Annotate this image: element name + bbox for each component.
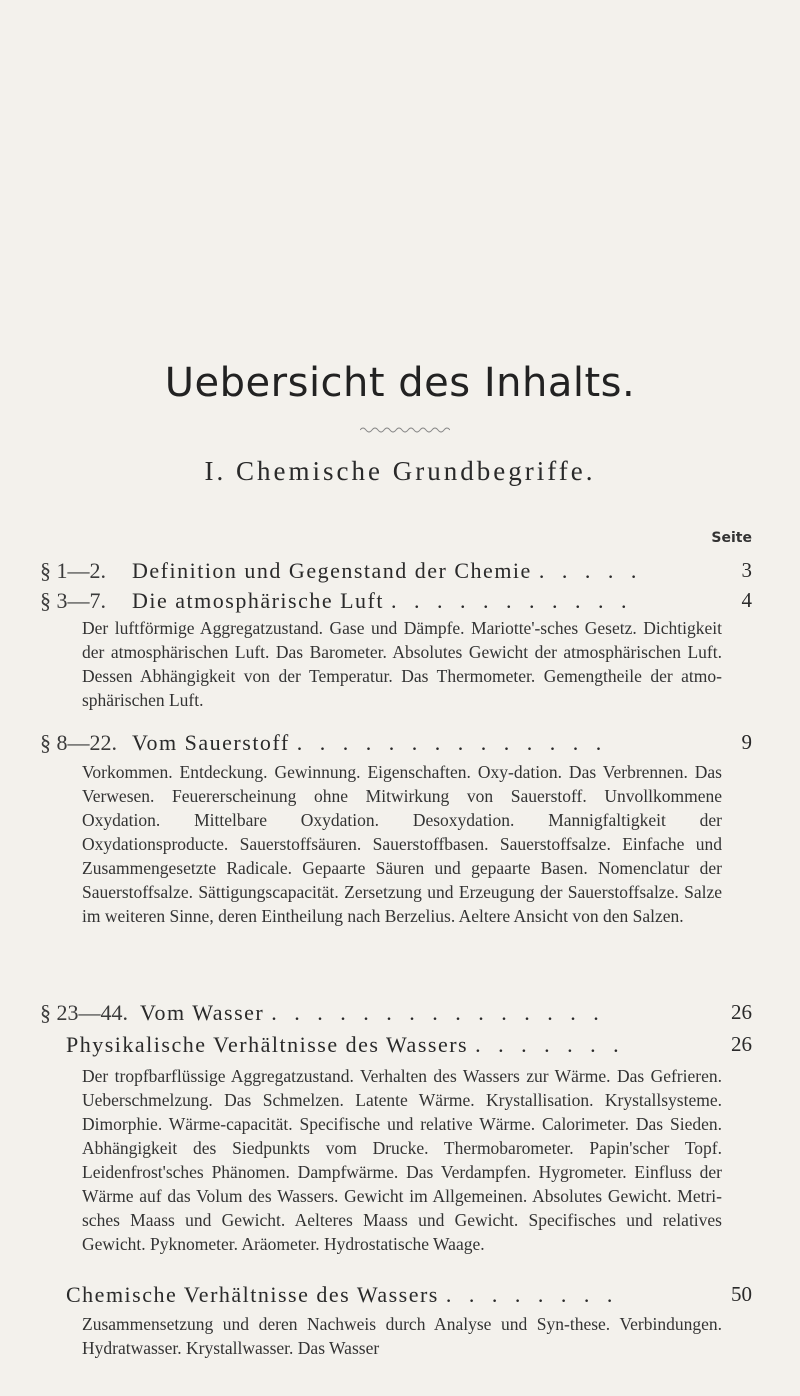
entry-heading: Chemische Verhältnisse des Wassers . . . . . . . . <box>66 1282 619 1307</box>
section-range: § 3—7. <box>40 588 106 613</box>
page-title: Uebersicht des Inhalts. <box>164 360 636 406</box>
page-number: 26 <box>731 1000 752 1024</box>
page-number: 50 <box>731 1282 752 1306</box>
decorative-rule <box>360 425 450 435</box>
page-number: 3 <box>741 558 752 582</box>
page-column-label: Seite <box>711 530 752 546</box>
entry-description: Zusammensetzung und deren Nachweis durch Analyse und Syn-these. Verbindungen. Hydratwasser. Krystallwasser. Das Wasser <box>82 1314 722 1358</box>
entry-heading: Die atmosphärische Luft . . . . . . . . . . . <box>132 588 633 613</box>
entry-heading: Vom Sauerstoff . . . . . . . . . . . . . . <box>132 730 608 755</box>
chapter-heading: I. Chemische Grundbegriffe. <box>204 456 596 486</box>
section-range: § 1—2. <box>40 558 106 583</box>
section-range: § 23—44. <box>40 1000 128 1025</box>
entry-description: Der tropfbarflüssige Aggregatzustand. Verhalten des Wassers zur Wärme. Das Gefrieren. Ueberschmelzung. Das Schmelzen. Latente Wärme. Krystallisation. Krystallsysteme. Dimorphie. Wärme-capacität. Specifische und relative Wärme. Calorimeter. Das Sieden. Abhängigkeit des Siedpunkts vom Drucke. Thermobarometer. Papin'scher Topf. Leidenfrost'sches Phänomen. Dampfwärme. Das Verdampfen. Hygrometer. Einfluss der Wärme auf das Volum des Wassers. Gewicht im Allgemeinen. Absolutes Gewicht. Metri-sches Maass und Gewicht. Aelteres Maass und Gewicht. Specifisches und relatives Gewicht. Pyknometer. Aräometer. Hydrostatische Waage. <box>82 1066 722 1254</box>
page-number: 4 <box>741 588 752 612</box>
entry-heading: Definition und Gegenstand der Chemie . . . . . <box>132 558 643 583</box>
page-number: 26 <box>731 1032 752 1056</box>
page-number: 9 <box>741 730 752 754</box>
entry-description: Vorkommen. Entdeckung. Gewinnung. Eigenschaften. Oxy-dation. Das Verbrennen. Das Verwesen. Feuererscheinung ohne Mitwirkung von Sauerstoff. Unvollkommene Oxydation. Mittelbare Oxydation. Desoxydation. Mannigfaltigkeit der Oxydationsproducte. Sauerstoffsäuren. Sauerstoffbasen. Sauerstoffsalze. Einfache und Zusammengesetzte Radicale. Gepaarte Säuren und gepaarte Basen. Nomenclatur der Sauerstoffsalze. Sättigungscapacität. Zersetzung und Erzeugung der Sauerstoffsalze. Salze im weiteren Sinne, deren Eintheilung nach Berzelius. Aeltere Ansicht von den Salzen. <box>82 762 722 926</box>
entry-description: Der luftförmige Aggregatzustand. Gase und Dämpfe. Mariotte'-sches Gesetz. Dichtigkeit der atmosphärischen Luft. Das Barometer. Absolutes Gewicht der atmosphärischen Luft. Dessen Abhängigkeit von der Temperatur. Das Thermometer. Gemengtheile der atmo-sphärischen Luft. <box>82 618 722 710</box>
entry-heading: Physikalische Verhältnisse des Wassers . . . . . . . <box>66 1032 625 1057</box>
entry-heading: Vom Wasser . . . . . . . . . . . . . . . <box>140 1000 605 1025</box>
section-range: § 8—22. <box>40 730 117 755</box>
